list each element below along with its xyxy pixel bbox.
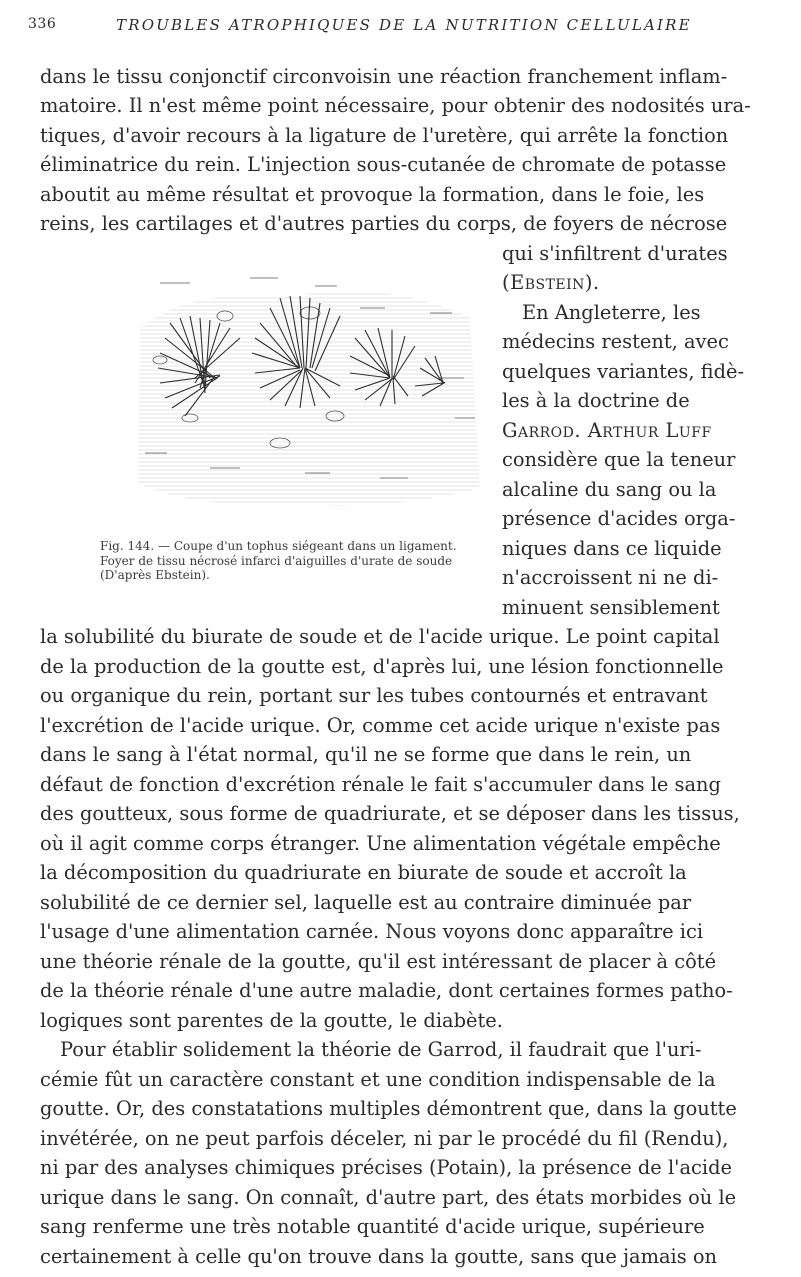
running-header [28,16,768,40]
text-line: minuent sensiblement [502,596,720,619]
text-line: niques dans ce liquide [502,537,722,560]
text-line: cémie fût un caractère constant et une condition indispensable de la [40,1068,716,1091]
running-title: TROUBLES ATROPHIQUES DE LA NUTRITION CELLULAIRE [116,16,692,34]
text-line-garrod: Pour établir solidement la théorie de Garrod, il faudrait que l'uri- [60,1038,702,1061]
text-line: invétérée, on ne peut parfois déceler, ni par le procédé du fil (Rendu), [40,1127,729,1150]
text-line: ni par des analyses chimiques précises (Potain), la présence de l'acide [40,1156,732,1179]
text-line: l'excrétion de l'acide urique. Or, comme cet acide urique n'existe pas [40,714,721,737]
caption-line: Foyer de tissu nécrosé infarci d'aiguilles d'urate de soude [100,553,453,568]
text-line: éliminatrice du rein. L'injection sous-cutanée de chromate de potasse [40,153,727,176]
figure-caption [100,539,480,583]
text-line: tiques, d'avoir recours à la ligature de l'uretère, qui arrête la fonction [40,124,729,147]
tophus-engraving [130,268,493,523]
figure-tophus-illustration [130,268,493,523]
text-line: solubilité de ce dernier sel, laquelle est au contraire diminuée par [40,891,692,914]
text-line: n'accroissent ni ne di- [502,566,719,589]
text-line: considère que la teneur [502,448,736,471]
text-line: de la production de la goutte est, d'après lui, une lésion fonctionnelle [40,655,724,678]
text-line: présence d'acides orga- [502,507,736,530]
text-line: une théorie rénale de la goutte, qu'il est intéressant de placer à côté [40,950,717,973]
text-line: goutte. Or, des constatations multiples démontrent que, dans la goutte [40,1097,737,1120]
text-line: ou organique du rein, portant sur les tubes contournés et entravant [40,684,708,707]
text-line: aboutit au même résultat et provoque la formation, dans le foie, les [40,183,705,206]
caption-line: (D'après Ebstein). [100,568,210,582]
text-line: qui s'infiltrent d'urates [502,242,728,265]
text-line: quelques variantes, fidè- [502,360,745,383]
text-line: où il agit comme corps étranger. Une alimentation végétale empêche [40,832,721,855]
text-line: la solubilité du biurate de soude et de l'acide urique. Le point capital [40,625,720,648]
text-line: logiques sont parentes de la goutte, le diabète. [40,1009,503,1032]
text-line: les à la doctrine de [502,389,690,412]
text-line: des goutteux, sous forme de quadriurate, et se déposer dans les tissus, [40,802,740,825]
text-line: dans le tissu conjonctif circonvoisin une réaction franchement inflam- [40,65,728,88]
caption-line: Fig. 144. — Coupe d'un tophus siégeant dans un ligament. [100,539,457,553]
text-line: alcaline du sang ou la [502,478,717,501]
page-number: 336 [28,16,57,32]
text-line: l'usage d'une alimentation carnée. Nous voyons donc apparaître ici [40,920,704,943]
text-line: la décomposition du quadriurate en biurate de soude et accroît la [40,861,687,884]
text-line: sang renferme une très notable quantité d'acide urique, supérieure [40,1215,705,1238]
text-line: matoire. Il n'est même point nécessaire, pour obtenir des nodosités ura- [40,94,751,117]
text-line: En Angleterre, les [522,301,701,324]
text-line: défaut de fonction d'excrétion rénale le fait s'accumuler dans le sang [40,773,721,796]
text-line: urique dans le sang. On connaît, d'autre part, des états morbides où le [40,1186,737,1209]
text-line-names: Garrod. Arthur Luff [502,419,712,442]
text-line: reins, les cartilages et d'autres parties du corps, de foyers de nécrose [40,212,728,235]
text-line: de la théorie rénale d'une autre maladie, dont certaines formes patho- [40,979,733,1002]
citation-ebstein: (Ebstein). [502,271,600,294]
text-line: dans le sang à l'état normal, qu'il ne se forme que dans le rein, un [40,743,692,766]
text-line: médecins restent, avec [502,330,729,353]
text-line: certainement à celle qu'on trouve dans la goutte, sans que jamais on [40,1245,718,1268]
